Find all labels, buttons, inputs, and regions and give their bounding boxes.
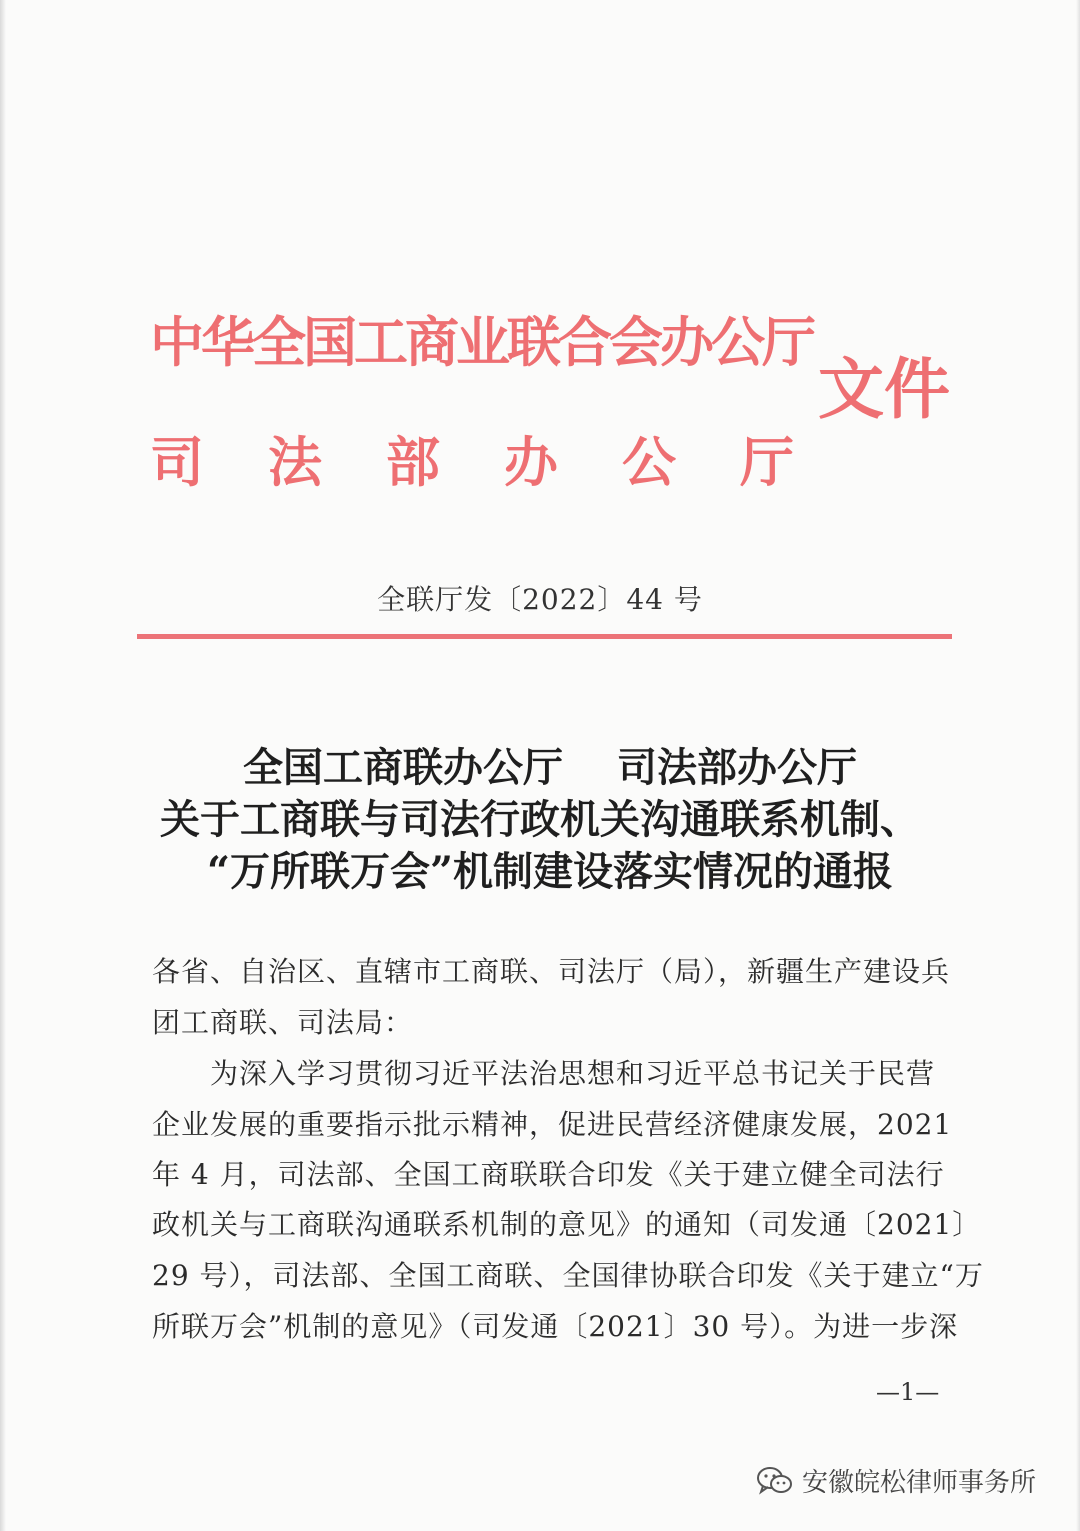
document-number: 全联厅发〔2022〕44 号 [377, 583, 703, 616]
title-line-3: “万所联万会”机制建设落实情况的通报 [206, 848, 893, 895]
title-line-2: 关于工商联与司法行政机关沟通联系机制、 [160, 796, 920, 843]
scan-edge-left [0, 0, 6, 1531]
body-line: 企业发展的重要指示批示精神，促进民营经济健康发展，2021 [152, 1108, 953, 1141]
org2-char: 公 [622, 430, 676, 494]
org2-char: 司 [150, 430, 204, 494]
body-line: 年 4 月，司法部、全国工商联联合印发《关于建立健全司法行 [152, 1158, 945, 1191]
account-watermark [756, 1462, 1036, 1499]
title-line-1: 全国工商联办公厅 司法部办公厅 [243, 744, 857, 791]
body-line: 29 号），司法部、全国工商联、全国律协联合印发《关于建立“万 [152, 1259, 984, 1292]
body-line: 为深入学习贯彻习近平法治思想和习近平总书记关于民营 [152, 1057, 936, 1090]
watermark-text: 安徽皖松律师事务所 [802, 1468, 1037, 1498]
doc-type-label: 文件 [818, 350, 950, 428]
org2-char: 办 [504, 430, 558, 494]
issuing-org-line2 [150, 420, 858, 497]
org2-char: 部 [386, 430, 440, 494]
issuing-org-line1: 中华全国工商业联合会办公厅 [150, 310, 813, 374]
body-line: 政机关与工商联沟通联系机制的意见》的通知（司发通〔2021〕 [152, 1208, 982, 1241]
org2-char: 厅 [740, 430, 794, 494]
page-number: —1— [876, 1378, 940, 1406]
body-line: 团工商联、司法局： [152, 1006, 414, 1039]
wechat-icon [756, 1466, 794, 1496]
body-line: 所联万会”机制的意见》（司发通〔2021〕30 号）。为进一步深 [152, 1310, 959, 1343]
header-red-rule [137, 634, 952, 639]
org2-char: 法 [268, 430, 322, 494]
body-line: 各省、自治区、直辖市工商联、司法厅（局），新疆生产建设兵 [152, 955, 951, 988]
